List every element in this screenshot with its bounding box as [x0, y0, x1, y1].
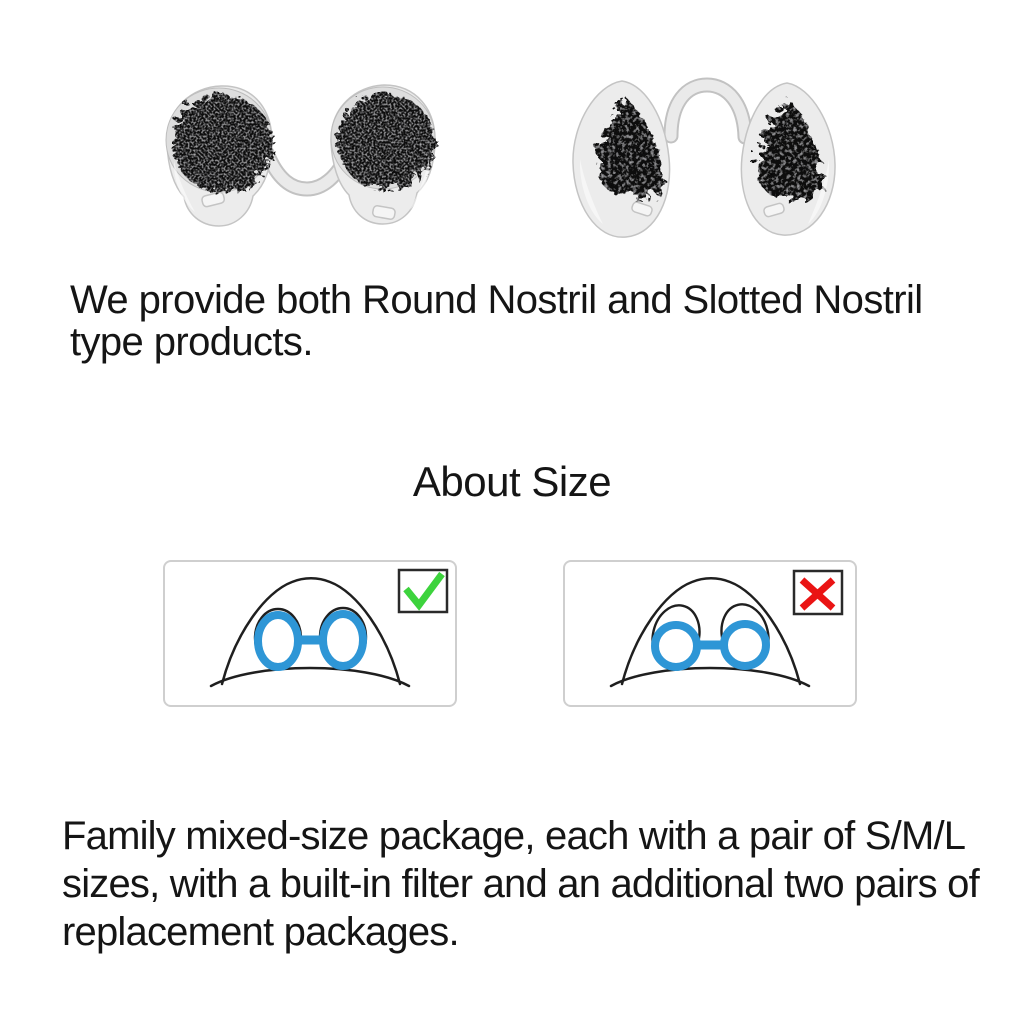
about-size-heading: About Size [412, 458, 612, 505]
intro-text [70, 279, 923, 363]
carbon-granules [333, 90, 431, 186]
check-icon [399, 570, 447, 612]
cross-icon [794, 571, 842, 614]
intro-line: We provide both Round Nostril and Slotted Nostril [70, 278, 923, 322]
intro-line: type products. [70, 320, 313, 364]
carbon-granules [169, 91, 269, 189]
footer-line: sizes, with a built-in filter and an additional two pairs of [62, 862, 979, 906]
slotted-nostril-filter-photo [558, 64, 888, 264]
footer-line: Family mixed-size package, each with a pair of S/M/L [62, 814, 966, 858]
nose-diagram-loose-fit [565, 562, 855, 705]
left-cup [166, 86, 272, 226]
nose-diagram-correct-fit [165, 562, 455, 705]
round-nostril-filter-photo [140, 66, 470, 266]
left-cup [573, 81, 670, 237]
nostril-filter-illustration [255, 608, 366, 667]
right-cup [331, 85, 435, 224]
right-cup [741, 83, 835, 235]
nostril-filter-illustration [647, 600, 775, 672]
nose-base-line [211, 668, 409, 686]
size-card-correct [163, 560, 457, 707]
size-card-wrong [563, 560, 857, 707]
footer-line: replacement packages. [62, 910, 459, 954]
bridge [671, 85, 745, 137]
footer-text [62, 812, 979, 956]
nose-base-line [611, 668, 809, 686]
